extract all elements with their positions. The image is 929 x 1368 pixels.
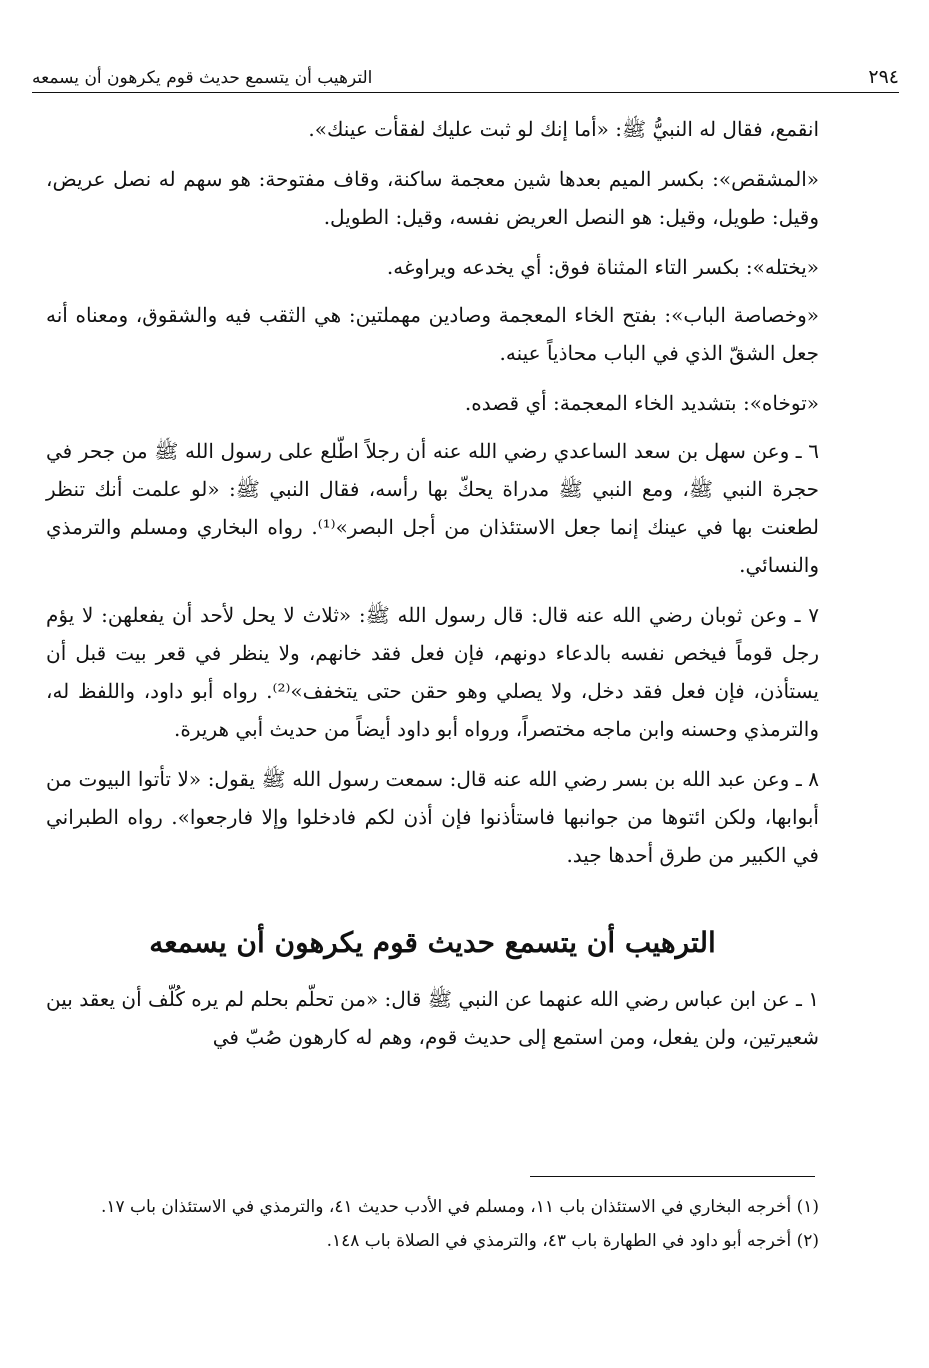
footnote-2: (٢) أخرجه أبو داود في الطهارة باب ٤٣، والترمذي في الصلاة باب ١٤٨. <box>326 1231 819 1251</box>
footnote-divider <box>530 1176 815 1177</box>
footnotes <box>46 1192 819 1260</box>
main-text <box>46 110 819 1068</box>
paragraph: «توخاه»: بتشديد الخاء المعجمة: أي قصده. <box>464 391 819 415</box>
paragraph: «المشقص»: بكسر الميم بعدها شين معجمة ساكنة، وقاف مفتوحة: هو سهم له نصل عريض، وقيل: طويل، وقيل: هو النصل العريض نفسه، وقيل: الطويل. <box>46 167 819 229</box>
hadith-8: ٨ ـ وعن عبد الله بن بسر رضي الله عنه قال: سمعت رسول الله ﷺ يقول: «لا تأتوا البيوت من أبوابها، ولكن ائتوها من جوانبها فاستأذنوا فإن أذن لكم فادخلوا وإلا فارجعوا». رواه الطبراني في الكبير من طرق أحدها جيد. <box>46 767 819 867</box>
paragraph: انقمع، فقال له النبيُّ ﷺ: «أما إنك لو ثبت عليك لفقأت عينك». <box>308 117 819 141</box>
paragraph: «وخصاصة الباب»: بفتح الخاء المعجمة وصادين مهملتين: هي الثقب فيه والشقوق، ومعناه أنه جعل الشقّ الذي في الباب محاذياً عينه. <box>46 303 819 365</box>
running-title: الترهيب أن يتسمع حديث قوم يكرهون أن يسمعه <box>32 68 373 88</box>
section-hadith-1: ١ ـ عن ابن عباس رضي الله عنهما عن النبي ﷺ قال: «من تحلّم بحلم لم يره كُلّف أن يعقد بين شعيرتين، ولن يفعل، ومن استمع إلى حديث قوم، وهم له كارهون صُبّ في <box>46 987 819 1049</box>
hadith-6: ٦ ـ وعن سهل بن سعد الساعدي رضي الله عنه أن رجلاً اطّلع على رسول الله ﷺ من جحر في حجرة النبي ﷺ، ومع النبي ﷺ مدراة يحكّ بها رأسه، فقال النبي ﷺ: «لو علمت أنك تنظر لطعنت بها في عينك إنما جعل الاستئذان من أجل البصر»⁽¹⁾. رواه البخاري ومسلم والترمذي والنسائي. <box>46 439 819 577</box>
hadith-7: ٧ ـ وعن ثوبان رضي الله عنه قال: قال رسول الله ﷺ: «ثلاث لا يحل لأحد أن يفعلهن: لا يؤم رجل قوماً فيخص نفسه بالدعاء دونهم، فإن فعل فقد خانهم، ولا ينظر في قعر بيت قبل أن يستأذن، فإن فعل فقد دخل، ولا يصلي وهو حقن حتى يتخفف»⁽²⁾. رواه أبو داود، واللفظ له، والترمذي وحسنه وابن ماجه مختصراً، ورواه أبو داود أيضاً من حديث أبي هريرة. <box>46 603 819 741</box>
paragraph: «يختله»: بكسر التاء المثناة فوق: أي يخدعه ويراوغه. <box>386 255 819 279</box>
section-title: الترهيب أن يتسمع حديث قوم يكرهون أن يسمعه <box>149 926 716 959</box>
page-header <box>32 58 899 93</box>
page-number: ٢٩٤ <box>868 66 899 88</box>
footnote-1: (١) أخرجه البخاري في الاستئذان باب ١١، ومسلم في الأدب حديث ٤١، والترمذي في الاستئذان باب ١٧. <box>100 1197 819 1217</box>
